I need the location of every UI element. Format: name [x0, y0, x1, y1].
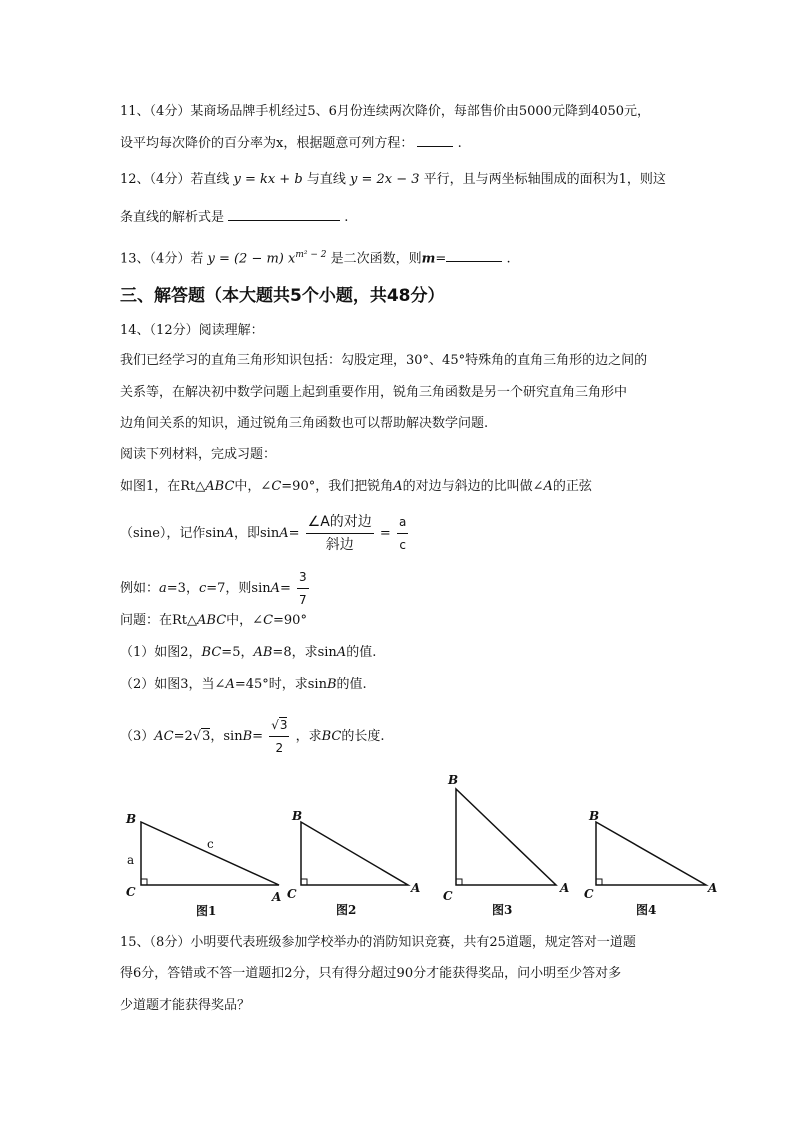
fraction-numerator: a [398, 515, 407, 529]
q14-p2: 关系等，在解决初中数学问题上起到重要作用，锐角三角函数是另一个研究直角三角形中 [120, 385, 628, 400]
fraction-denominator: 7 [297, 588, 309, 611]
text: =7，则sin [206, 581, 271, 596]
fraction-numerator: ∠A的对边 [307, 514, 372, 530]
sqrt3-over-2-fraction [269, 714, 289, 759]
text: 的值. [336, 677, 367, 692]
example-fraction [297, 566, 309, 611]
text: =2 [173, 729, 193, 744]
var-a: a [159, 581, 167, 596]
text: = [288, 526, 300, 541]
fig1-side-c: c [207, 837, 214, 851]
sqrt-radicand: 3 [279, 718, 288, 732]
var-a: A [279, 526, 289, 541]
sqrt-radicand: 3 [202, 729, 211, 744]
text: 中，∠ [234, 479, 272, 494]
text: 例如： [120, 581, 160, 596]
var-a: A [225, 677, 235, 692]
text: ，sin [210, 729, 243, 744]
var-c: C [271, 479, 282, 494]
q14-header: 14、（12分）阅读理解： [120, 323, 264, 338]
text: 的正弦 [552, 479, 592, 494]
figure4-label: 图4 [636, 903, 657, 917]
q14-problem [120, 612, 307, 630]
q14-sub2 [120, 676, 367, 694]
sine-definition-fraction [306, 511, 374, 556]
figure2-label: 图2 [336, 903, 357, 917]
q12-part3: 平行，且与两坐标轴围成的面积为1，则这 [423, 172, 666, 187]
q14-sub3 [120, 714, 385, 759]
figure4-triangle [596, 822, 706, 885]
q13-exponent: m² − 2 [295, 250, 327, 260]
var-a: A [336, 645, 347, 660]
q12-line2-text: 条直线的解析式是 [120, 210, 225, 225]
var-ab: AB [253, 645, 273, 660]
text: =5， [221, 645, 254, 660]
q12-line2 [120, 208, 348, 227]
q14-p1: 我们已经学习的直角三角形知识包括：勾股定理，30°、45°特殊角的直角三角形的边之间的 [120, 353, 648, 368]
figure2-triangle [301, 822, 408, 885]
q12-end: . [344, 210, 349, 225]
q15-line2: 得6分，答错或不答一道题扣2分，只有得分超过90分才能获得奖品，问小明至少答对多 [120, 966, 622, 981]
sqrt-sign: √ [192, 729, 202, 744]
q14-example [120, 566, 311, 611]
q12-part2: 与直线 [306, 172, 346, 187]
q14-sub1 [120, 644, 376, 662]
text: （3） [120, 729, 155, 744]
text: 问题：在Rt△ [120, 613, 198, 628]
q13-eq: = [435, 251, 447, 267]
var-b: B [242, 729, 253, 744]
var-a: A [393, 479, 403, 494]
fraction-numerator [269, 714, 289, 736]
a-over-c-fraction [397, 511, 408, 556]
text: 如图1，在Rt△ [120, 479, 206, 494]
triangle-figures [0, 770, 794, 930]
q14-p3: 边角间关系的知识，通过锐角三角函数也可以帮助解决数学问题. [120, 416, 489, 431]
sqrt-sign: √ [271, 718, 279, 732]
right-angle-mark [596, 879, 602, 885]
text: =45°时，求sin [234, 677, 327, 692]
q13-part2: 是二次函数，则 [330, 251, 422, 267]
q11-line2-text: 设平均每次降价的百分率为x，根据题意可列方程： [120, 136, 414, 151]
right-angle-mark [301, 879, 307, 885]
text: 中，∠ [226, 613, 264, 628]
fig3-vertex-a: A [560, 881, 570, 895]
fraction-denominator: 斜边 [306, 533, 374, 556]
section-heading: 三、解答题（本大题共5个小题，共48分） [120, 286, 445, 306]
fraction-denominator: 2 [269, 736, 289, 759]
text: （sine），记作sin [120, 526, 225, 541]
q12-expr2: y = 2x − 3 [349, 172, 420, 187]
fig3-vertex-b: B [448, 773, 459, 787]
q11-line1: 11、（4分）某商场品牌手机经过5、6月份连续两次降价，每部售价由5000元降到4050元， [120, 104, 651, 119]
fig1-vertex-c: C [126, 885, 136, 899]
q12-answer-blank[interactable] [228, 208, 340, 221]
q11-answer-blank[interactable] [417, 134, 453, 147]
right-angle-mark [141, 879, 147, 885]
q11-end: . [457, 136, 462, 151]
fig4-vertex-c: C [584, 887, 594, 901]
var-ac: AC [154, 729, 174, 744]
figure1-label: 图1 [196, 904, 217, 918]
text: =90° [273, 613, 307, 628]
text: = [379, 526, 391, 541]
fig1-vertex-b: B [126, 812, 137, 826]
fig1-side-a: a [127, 853, 135, 867]
var-bc: BC [321, 729, 342, 744]
q11-line2 [120, 134, 462, 153]
var-abc: ABC [205, 479, 235, 494]
text: ，求 [295, 729, 322, 744]
q15-line1: 15、（8分）小明要代表班级参加学校举办的消防知识竞赛，共有25道题，规定答对一道题 [120, 935, 636, 950]
q13-expr: y = (2 − m) x [207, 251, 296, 267]
fig2-vertex-b: B [292, 809, 303, 823]
var-bc: BC [201, 645, 222, 660]
q14-p4: 阅读下列材料，完成习题： [120, 447, 277, 462]
text: （1）如图2， [120, 645, 202, 660]
fig1-vertex-a: A [272, 890, 282, 904]
text: =90°，我们把锐角 [281, 479, 394, 494]
var-c: c [198, 581, 207, 596]
q13-var: m [421, 251, 436, 267]
fig3-vertex-c: C [443, 889, 453, 903]
q14-definition [120, 511, 410, 556]
fraction-denominator: c [397, 533, 408, 556]
text: 的值. [346, 645, 377, 660]
q12-part1: 12、（4分）若直线 [120, 172, 230, 187]
text: 的长度. [341, 729, 385, 744]
q13-line [120, 246, 511, 268]
q14-p5 [120, 478, 592, 496]
var-abc: ABC [197, 613, 227, 628]
fig2-vertex-c: C [287, 887, 297, 901]
q13-end: . [506, 251, 511, 267]
text: = [280, 581, 291, 596]
var-a: A [224, 526, 234, 541]
var-a: A [543, 479, 553, 494]
right-angle-mark [456, 879, 462, 885]
figure3-label: 图3 [492, 903, 513, 917]
text: =3， [166, 581, 199, 596]
q13-part1: 13、（4分）若 [120, 251, 204, 267]
text: ，即sin [234, 526, 280, 541]
text: =8，求sin [272, 645, 337, 660]
text: （2）如图3，当∠ [120, 677, 226, 692]
fig4-vertex-a: A [708, 881, 718, 895]
q12-line1 [120, 171, 666, 189]
fig2-vertex-a: A [411, 881, 421, 895]
q12-expr1: y = kx + b [233, 172, 303, 187]
figure3-triangle [456, 789, 556, 885]
figure1-triangle [141, 822, 279, 885]
fig4-vertex-b: B [589, 809, 600, 823]
var-a: A [270, 581, 280, 596]
fraction-numerator: 3 [299, 570, 307, 584]
var-b: B [326, 677, 337, 692]
var-c: C [263, 613, 274, 628]
q15-line3: 少道题才能获得奖品？ [120, 998, 251, 1013]
text: 的对边与斜边的比叫做∠ [402, 479, 544, 494]
text: = [252, 729, 264, 744]
q13-answer-blank[interactable] [446, 249, 502, 262]
